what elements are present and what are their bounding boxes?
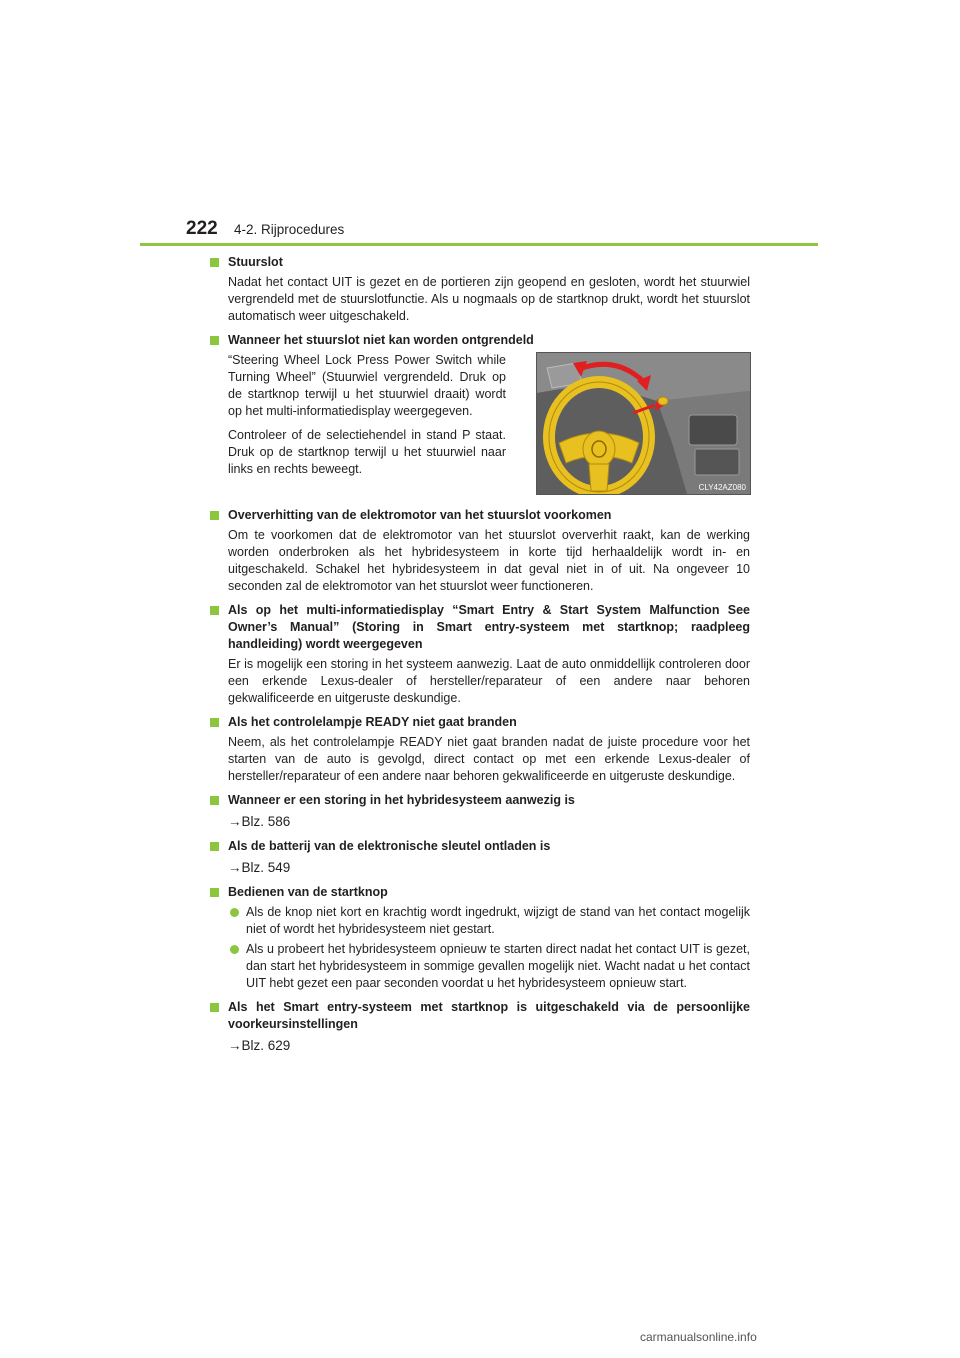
section-heading: Wanneer er een storing in het hybridesysteem aanwezig is	[228, 793, 575, 807]
section-startknop-bedienen	[210, 884, 750, 992]
page-number: 222	[186, 218, 218, 239]
section-hybridesysteem-storing	[210, 792, 750, 831]
section-title: 4-2. Rijprocedures	[234, 222, 345, 237]
section-stuurslot-ontgrendelen	[210, 332, 750, 500]
section-heading: Als het controlelampje READY niet gaat branden	[228, 715, 517, 729]
figure-code: CLY42AZ080	[698, 483, 746, 492]
green-dot-icon	[230, 945, 239, 954]
green-square-icon	[210, 888, 219, 897]
section-paragraph: Om te voorkomen dat de elektromotor van het stuurslot oververhit raakt, kan de werking worden onderbroken als het hybridesysteem in korte tijd herhaaldelijk wordt in- en uitgeschakeld. Schakel het hybridesysteem in dat geval niet in of uit. Na ongeveer 10 seconden zal de elektromotor van het stuurslot weer functioneren.	[228, 528, 750, 593]
section-heading: Oververhitting van de elektromotor van het stuurslot voorkomen	[228, 508, 612, 522]
section-paragraph: “Steering Wheel Lock Press Power Switch while Turning Wheel” (Stuurwiel vergrendeld. Druk op de startknop terwijl u het stuurwiel draait) wordt op het multi-informatiedisplay weergegeven.	[228, 353, 506, 418]
section-heading: Als de batterij van de elektronische sleutel ontladen is	[228, 839, 551, 853]
section-paragraph: Er is mogelijk een storing in het systeem aanwezig. Laat de auto onmiddellijk controleren door een erkende Lexus-dealer of hersteller/reparateur of een andere naar behoren gekwalificeerde en uitgeruste deskundige.	[228, 657, 750, 705]
green-square-icon	[210, 718, 219, 727]
green-square-icon	[210, 258, 219, 267]
section-stuurslot	[210, 254, 750, 325]
list-item	[228, 904, 750, 938]
section-paragraph: Nadat het contact UIT is gezet en de portieren zijn geopend en gesloten, wordt het stuurwiel vergrendeld met de stuurslotfunctie. Als u nogmaals op de startknop drukt, wordt het stuurslot automatisch weer uitgeschakeld.	[228, 275, 750, 323]
header-rule	[140, 243, 818, 246]
bullet-text: Als de knop niet kort en krachtig wordt ingedrukt, wijzigt de stand van het contact mogelijk niet of wordt het hybridesysteem niet gestart.	[246, 905, 750, 936]
section-heading: Als het Smart entry-systeem met startknop is uitgeschakeld via de persoonlijke voorkeursinstellingen	[228, 1000, 750, 1031]
page-reference-link[interactable]: →Blz. 549	[228, 860, 291, 875]
section-heading: Bedienen van de startknop	[228, 885, 388, 899]
green-dot-icon	[230, 908, 239, 917]
section-paragraph: Controleer of de selectiehendel in stand P staat. Druk op de startknop terwijl u het stuurwiel naar links en rechts beweegt.	[228, 428, 506, 476]
text-figure-block	[228, 352, 750, 500]
green-square-icon	[210, 796, 219, 805]
section-paragraph: Neem, als het controlelampje READY niet gaat branden nadat de juiste procedure voor het starten van de auto is gevolgd, direct contact op met een erkende Lexus-dealer of hersteller/reparateur of een andere naar behoren gekwalificeerde en uitgeruste deskundige.	[228, 735, 750, 783]
page-reference-link[interactable]: →Blz. 586	[228, 814, 291, 829]
green-square-icon	[210, 511, 219, 520]
watermark: carmanualsonline.info	[640, 1330, 757, 1344]
section-heading: Als op het multi-informatiedisplay “Smart Entry & Start System Malfunction See Owner’s Manual” (Storing in Smart entry-systeem met startknop; raadpleeg handleiding) wordt weergegeven	[228, 603, 750, 651]
page-reference-link[interactable]: →Blz. 629	[228, 1038, 291, 1053]
section-heading: Wanneer het stuurslot niet kan worden ontgrendeld	[228, 333, 534, 347]
green-square-icon	[210, 606, 219, 615]
list-item	[228, 941, 750, 992]
green-square-icon	[210, 336, 219, 345]
page-content	[210, 254, 750, 1062]
section-heading: Stuurslot	[228, 255, 283, 269]
section-smart-entry-storing	[210, 602, 750, 707]
steering-wheel-figure	[536, 352, 751, 495]
section-ready-lampje	[210, 714, 750, 785]
section-batterij-sleutel	[210, 838, 750, 877]
green-square-icon	[210, 842, 219, 851]
section-smart-entry-uitgeschakeld	[210, 999, 750, 1055]
section-oververhitting	[210, 507, 750, 595]
steering-wheel-illustration	[537, 353, 750, 494]
green-square-icon	[210, 1003, 219, 1012]
text-column	[228, 352, 506, 485]
bullet-text: Als u probeert het hybridesysteem opnieuw te starten direct nadat het contact UIT is gezet, dan start het hybridesysteem in sommige gevallen mogelijk niet. Wacht nadat u het contact UIT hebt gezet een paar seconden voordat u het hybridesysteem opnieuw start.	[246, 942, 750, 990]
